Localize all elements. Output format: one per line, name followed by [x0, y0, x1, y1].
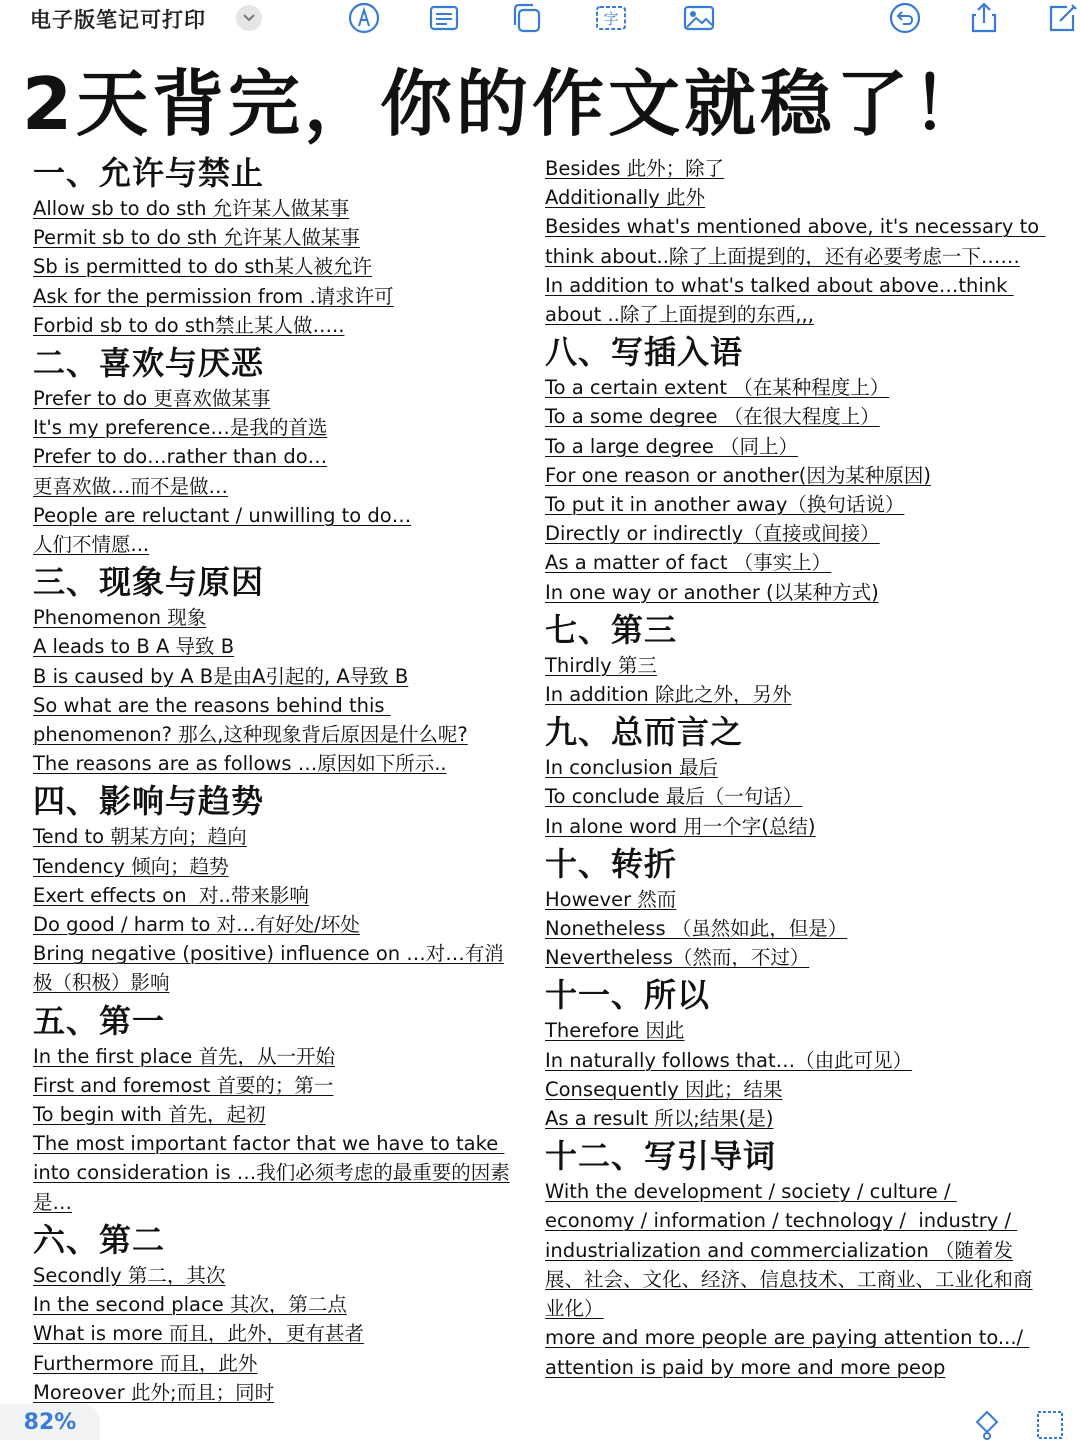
- section-heading: 九、总而言之: [545, 713, 744, 752]
- note-entry: Exert effects on 对..带来影响: [33, 883, 309, 907]
- note-entry: Tendency 倾向；趋势: [33, 854, 229, 878]
- note-entry: To begin with 首先，起初: [33, 1103, 266, 1127]
- chevron-down-icon[interactable]: [236, 5, 262, 31]
- note-entry: B is caused by A B是由A引起的, A导致 B: [33, 664, 409, 688]
- note-entry: For one reason or another(因为某种原因): [545, 463, 931, 487]
- note-entry: Additionally 此外: [545, 186, 706, 210]
- note-entry: Thirdly 第三: [545, 653, 657, 677]
- note-entry: In the second place 其次，第二点: [33, 1293, 347, 1317]
- note-entry: Secondly 第二，其次: [33, 1263, 226, 1287]
- note-entry: Tend to 朝某方向；趋向: [33, 825, 247, 849]
- note-entry: The reasons are as follows …原因如下所示..: [33, 752, 447, 776]
- edit-icon[interactable]: [1044, 0, 1080, 36]
- note-entry: Do good / harm to 对…有好处/坏处: [33, 913, 360, 937]
- note-entry: What is more 而且，此外，更有甚者: [33, 1322, 364, 1346]
- note-entry: In conclusion 最后: [545, 756, 718, 780]
- shapes-icon[interactable]: [970, 1408, 1004, 1440]
- undo-icon[interactable]: [887, 0, 923, 36]
- section-heading: 十二、写引导词: [545, 1137, 777, 1176]
- note-entry: In one way or another (以某种方式): [545, 580, 879, 604]
- grid-icon[interactable]: [1034, 1408, 1068, 1440]
- section-heading: 六、第二: [33, 1220, 166, 1259]
- section-heading: 七、第三: [545, 610, 678, 649]
- right-column: [545, 154, 1045, 1382]
- note-entry: First and foremost 首要的；第一: [33, 1073, 334, 1097]
- note-entry: So what are the reasons behind this phenomenon? 那么,这种现象背后原因是什么呢?: [33, 693, 468, 747]
- note-entry: To put it in another away（换句话说）: [545, 493, 905, 517]
- note-entry: Furthermore 而且，此外: [33, 1351, 258, 1375]
- note-entry: In addition to what's talked about above…think about ..除了上面提到的东西,,,: [545, 273, 1014, 327]
- note-entry: To conclude 最后（一句话）: [545, 785, 803, 809]
- svg-text:字: 字: [603, 10, 619, 28]
- note-entry: As a result 所以;结果(是): [545, 1107, 774, 1131]
- note-entry: A leads to B A 导致 B: [33, 635, 235, 659]
- note-entry: Allow sb to do sth 允许某人做某事: [33, 197, 350, 220]
- note-entry: To a some degree （在很大程度上）: [545, 405, 880, 429]
- section-heading: 十一、所以: [545, 976, 711, 1015]
- note-entry: Sb is permitted to do sth某人被允许: [33, 255, 373, 279]
- note-entry: However 然而: [545, 887, 677, 911]
- note-entry: Forbid sb to do sth禁止某人做…..: [33, 313, 345, 337]
- note-entry: To a certain extent （在某种程度上）: [545, 376, 890, 400]
- section-heading: 十、转折: [545, 844, 678, 883]
- toolbar: [0, 0, 1080, 36]
- share-icon[interactable]: [966, 0, 1002, 36]
- note-entry: To a large degree （同上）: [545, 434, 799, 458]
- note-entry: more and more people are paying attention to.../ attention is paid by more and more peop: [545, 1326, 1030, 1379]
- note-entry: As a matter of fact （事实上）: [545, 551, 832, 575]
- note-entry: Bring negative (positive) influence on …对…有消极（积极）影响: [33, 942, 504, 995]
- zoom-level[interactable]: 82%: [0, 1404, 100, 1440]
- note-entry: In naturally follows that…（由此可见）: [545, 1048, 913, 1072]
- left-column: [33, 150, 523, 1407]
- note-entry: In alone word 用一个字(总结): [545, 814, 816, 838]
- note-entry: Besides what's mentioned above, it's necessary to think about..除了上面提到的，还有必要考虑一下……: [545, 215, 1046, 268]
- note-entry: Permit sb to do sth 允许某人做某事: [33, 226, 360, 250]
- note-entry: Besides 此外；除了: [545, 157, 725, 180]
- pen-circle-icon[interactable]: [346, 0, 382, 36]
- note-entry: Prefer to do 更喜欢做某事: [33, 387, 271, 411]
- note-entry: In addition 除此之外，另外: [545, 683, 792, 707]
- note-entry: Ask for the permission from .请求许可: [33, 284, 394, 308]
- copy-icon[interactable]: [508, 0, 544, 36]
- note-entry: The most important factor that we have to take into consideration is …我们必须考虑的最重要的因素是…: [33, 1132, 510, 1214]
- note-entry: In the first place 首先，从一开始: [33, 1044, 335, 1068]
- image-icon[interactable]: [681, 0, 717, 36]
- note-entry: Nonetheless （虽然如此，但是）: [545, 917, 848, 941]
- section-heading: 三、现象与原因: [33, 563, 265, 602]
- section-heading: 二、喜欢与厌恶: [33, 344, 265, 383]
- note-entry: Therefore 因此: [545, 1019, 685, 1043]
- section-heading: 四、影响与趋势: [33, 782, 265, 821]
- document-title[interactable]: 电子版笔记可打印: [30, 8, 206, 32]
- section-heading: 五、第一: [33, 1001, 166, 1040]
- note-entry: Nevertheless（然而，不过）: [545, 946, 810, 970]
- note-entry: It's my preference…是我的首选: [33, 416, 328, 440]
- note-entry: Consequently 因此；结果: [545, 1077, 783, 1101]
- note-icon[interactable]: [426, 0, 462, 36]
- note-entry: People are reluctant / unwilling to do… 人们不情愿...: [33, 503, 412, 557]
- text-recognize-icon[interactable]: [593, 0, 629, 36]
- note-entry: Moreover 此外;而且；同时: [33, 1380, 275, 1404]
- note-entry: Directly or indirectly（直接或间接）: [545, 522, 880, 546]
- page-title: 2天背完，你的作文就稳了！: [21, 62, 989, 146]
- section-heading: 一、允许与禁止: [33, 154, 265, 192]
- note-entry: Phenomenon 现象: [33, 606, 207, 630]
- note-entry: With the development / society / culture / economy / information / technology / industry / industrialization and commercialization （随着发展、社会、文化、经济、信息技术、工商业、工业化和商业化）: [545, 1180, 1033, 1321]
- section-heading: 八、写插入语: [545, 333, 744, 372]
- note-entry: Prefer to do…rather than do… 更喜欢做…而不是做…: [33, 445, 328, 498]
